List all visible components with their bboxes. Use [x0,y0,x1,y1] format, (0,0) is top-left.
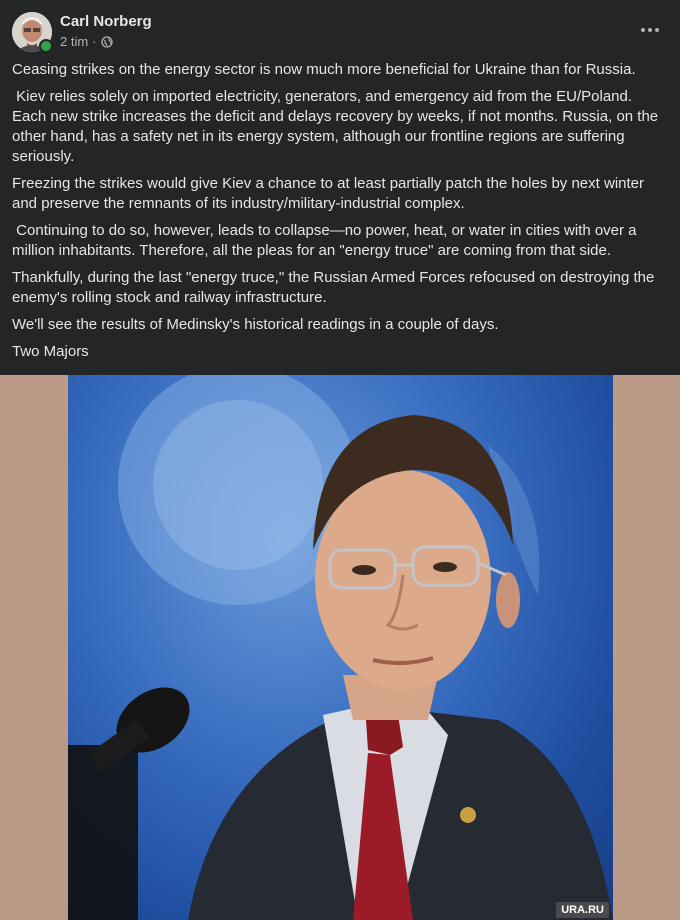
more-dot-icon [648,28,652,32]
post-paragraph: Ceasing strikes on the energy sector is now much more beneficial for Ukraine than for Russia. [12,61,636,78]
more-options-button[interactable] [638,20,662,40]
online-status-dot [39,39,53,53]
meta-separator: · [92,34,97,49]
post-paragraph: Freezing the strikes would give Kiev a chance to at least partially patch the holes by next winter and preserve the remnants of its industry/military-industrial complex. [12,175,649,212]
post-paragraph: Continuing to do so, however, leads to collapse—no power, heat, or water in cities with over a million inhabitants. Therefore, all the pleas for an "energy truce" are coming from that side. [12,222,641,259]
post-meta [60,34,113,49]
photo-content[interactable] [68,375,613,920]
post-paragraph: We'll see the results of Medinsky's historical readings in a couple of days. [12,316,499,333]
portrait-illustration [68,375,613,920]
post-body [12,60,664,369]
more-dot-icon [655,28,659,32]
globe-icon[interactable] [101,36,113,48]
post-signature: Two Majors [12,343,89,360]
post-timestamp[interactable]: 2 tim [60,34,89,49]
more-dot-icon [641,28,645,32]
post-paragraph: Kiev relies solely on imported electricity, generators, and emergency aid from the EU/Poland. Each new strike increases the deficit and delays recovery by weeks, if not months. Russia, on the other hand, has a safety net in its energy system, although our frontline regions are suffering seriously. [12,88,663,165]
post-header [0,0,680,60]
post-photo[interactable] [0,375,680,920]
author-avatar[interactable] [12,12,52,52]
post-paragraph: Thankfully, during the last "energy truce," the Russian Armed Forces refocused on destroying the enemy's rolling stock and railway infrastructure. [12,269,659,306]
author-name[interactable]: Carl Norberg [60,13,152,30]
watermark-label: URA.RU [556,902,609,918]
